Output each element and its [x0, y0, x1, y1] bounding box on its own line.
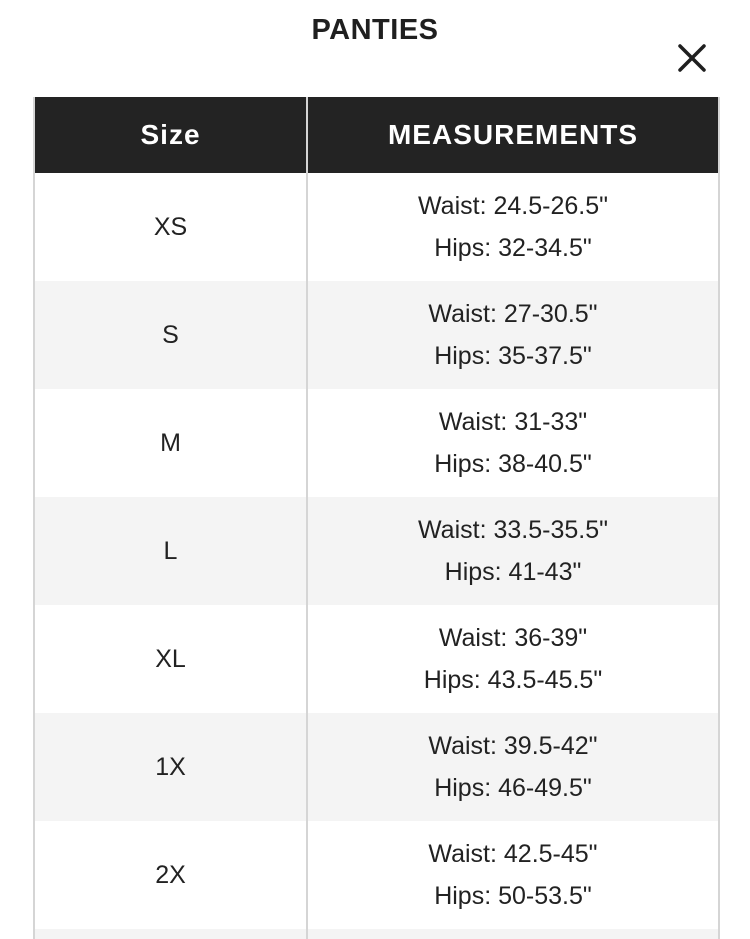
- hips-measurement: Hips: 43.5-45.5": [423, 666, 603, 694]
- table-header-row: [34, 97, 719, 173]
- measurements-cell: [307, 713, 719, 821]
- table-row: [34, 173, 719, 281]
- waist-measurement: Waist: 42.5-45": [428, 840, 598, 868]
- close-icon: [670, 36, 714, 80]
- size-cell: L: [34, 497, 307, 605]
- hips-measurement: Hips: 50-53.5": [434, 882, 592, 910]
- table-row: [34, 389, 719, 497]
- close-button[interactable]: [670, 36, 714, 80]
- measurements-cell: [307, 605, 719, 713]
- table-row: [34, 713, 719, 821]
- size-cell: XS: [34, 173, 307, 281]
- measurements-column-header: MEASUREMENTS: [307, 97, 719, 173]
- size-cell: XL: [34, 605, 307, 713]
- size-chart-table: [33, 97, 720, 939]
- table-row: [34, 281, 719, 389]
- hips-measurement: Hips: 38-40.5": [434, 450, 592, 478]
- table-row: [34, 929, 719, 939]
- size-cell: 2X: [34, 821, 307, 929]
- measurements-cell: [307, 281, 719, 389]
- modal-title: PANTIES: [311, 14, 439, 46]
- hips-measurement: Hips: 32-34.5": [434, 234, 592, 262]
- hips-measurement: Hips: 46-49.5": [434, 774, 592, 802]
- table-row: [34, 605, 719, 713]
- waist-measurement: Waist: 33.5-35.5": [418, 516, 608, 544]
- waist-measurement: Waist: 31-33": [438, 408, 588, 436]
- size-cell: S: [34, 281, 307, 389]
- size-cell: [34, 929, 307, 939]
- waist-measurement: Waist: 24.5-26.5": [418, 192, 608, 220]
- measurements-cell: [307, 821, 719, 929]
- size-column-header: Size: [34, 97, 307, 173]
- waist-measurement: Waist: 27-30.5": [428, 300, 598, 328]
- hips-measurement: Hips: 41-43": [444, 558, 582, 586]
- measurements-cell: [307, 929, 719, 939]
- waist-measurement: Waist: 36-39": [438, 624, 588, 652]
- table-row: [34, 497, 719, 605]
- size-cell: M: [34, 389, 307, 497]
- size-cell: 1X: [34, 713, 307, 821]
- hips-measurement: Hips: 35-37.5": [434, 342, 592, 370]
- table-row: [34, 821, 719, 929]
- measurements-cell: [307, 389, 719, 497]
- measurements-cell: [307, 173, 719, 281]
- waist-measurement: Waist: 39.5-42": [428, 732, 598, 760]
- measurements-cell: [307, 497, 719, 605]
